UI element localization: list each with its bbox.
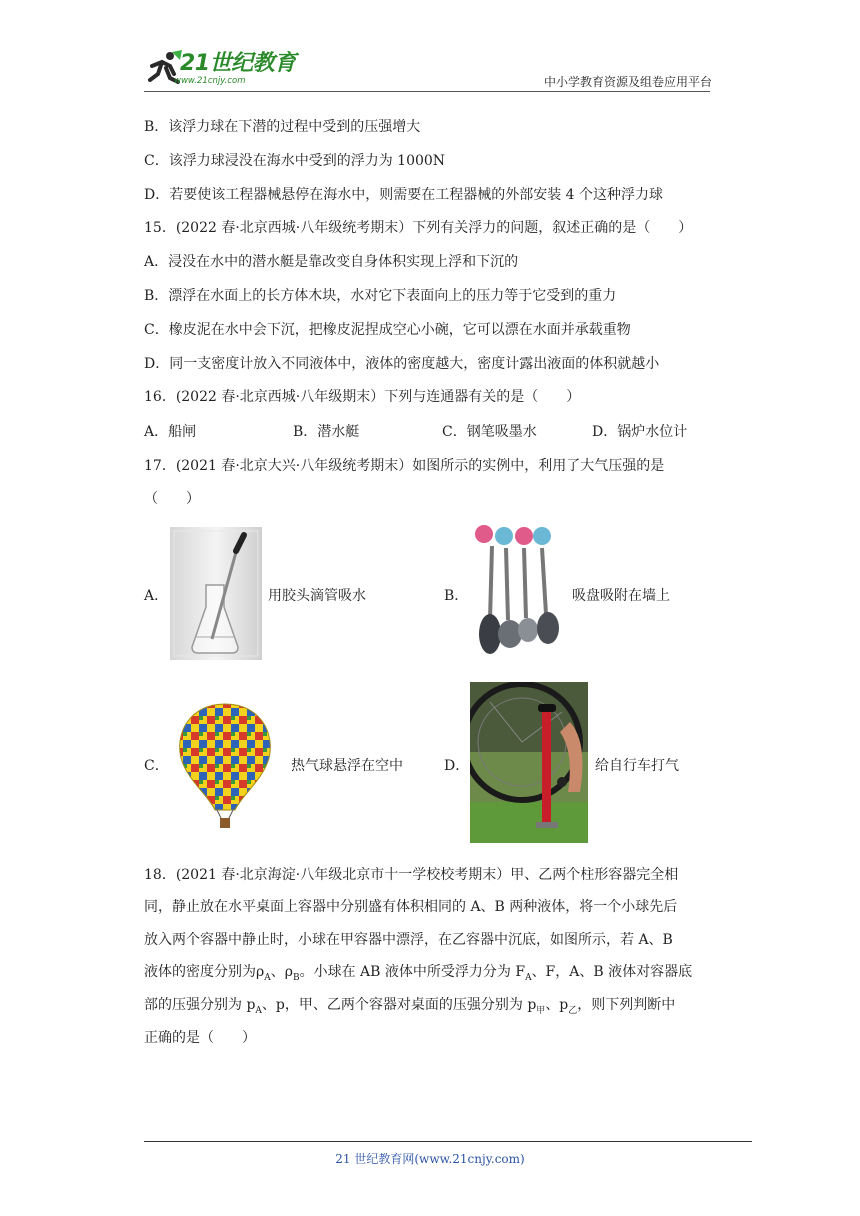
q18-line-6: 正确的是（ ） [144, 1030, 256, 1046]
q17-option-a-letter: A． [144, 588, 169, 604]
header-tagline: 中小学教育资源及组卷应用平台 [543, 75, 712, 89]
q15-stem: 15．(2022 春·北京西城·八年级统考期末）下列有关浮力的问题，叙述正确的是（ ） [144, 220, 693, 236]
footer-link[interactable]: 21 世纪教育网(www.21cnjy.com) [335, 1152, 525, 1166]
page-header [0, 0, 860, 100]
q17-option-b-letter: B． [444, 588, 469, 604]
suction-cup-ladles-image [470, 524, 566, 658]
q14-option-d: D．若要使该工程器械悬停在海水中，则需要在工程器械的外部安装 4 个这种浮力球 [144, 187, 664, 203]
q17-option-d-letter: D． [444, 758, 470, 774]
q15-option-a: A．浸没在水中的潜水艇是靠改变自身体积实现上浮和下沉的 [144, 254, 519, 270]
logo-url: www.21cnjy.com [174, 76, 246, 86]
q16-option-c: C．钢笔吸墨水 [442, 424, 537, 440]
bicycle-pump-image [470, 682, 588, 843]
q16-option-b: B．潜水艇 [293, 424, 360, 440]
q17-option-d-text: 给自行车打气 [595, 758, 679, 774]
q18-line-2: 同，静止放在水平桌面上容器中分别盛有体积相同的 A、B 两种液体，将一个小球先后 [144, 899, 678, 915]
dropper-beaker-image [170, 527, 262, 660]
header-divider [144, 91, 710, 92]
logo-text: 21世纪教育 [180, 51, 296, 76]
q16-stem: 16．(2022 春·北京西城·八年级期末）下列与连通器有关的是（ ） [144, 389, 581, 405]
q17-option-b-text: 吸盘吸附在墙上 [572, 588, 670, 604]
q18-line-1: 18．(2021 春·北京海淀·八年级北京市十一学校校考期末）甲、乙两个柱形容器完全相 [144, 867, 679, 883]
q18-line-3: 放入两个容器中静止时，小球在甲容器中漂浮，在乙容器中沉底，如图所示，若 A、B [144, 932, 673, 948]
footer-divider [144, 1141, 752, 1142]
q17-stem-cont: （ ） [144, 491, 200, 507]
q14-option-b: B．该浮力球在下潜的过程中受到的压强增大 [144, 119, 421, 135]
q17-stem: 17．(2021 春·北京大兴·八年级统考期末）如图所示的实例中，利用了大气压强的是 [144, 458, 665, 474]
q15-option-c: C．橡皮泥在水中会下沉，把橡皮泥捏成空心小碗，它可以漂在水面并承载重物 [144, 322, 631, 338]
q17-option-c-text: 热气球悬浮在空中 [291, 758, 403, 774]
q14-option-c: C．该浮力球浸没在海水中受到的浮力为 1000N [144, 153, 446, 169]
q17-option-c-letter: C． [144, 758, 169, 774]
q18-line-5: 部的压强分别为 $p_A$、p，甲、乙两个容器对桌面的压强分别为 $p_甲$、$p_乙$，则下列判断中 [144, 997, 676, 1016]
q16-option-d: D．锅炉水位计 [592, 424, 688, 440]
q18-line-4: 液体的密度分别为$\rho_A$、$\rho_B$。小球在 AB 液体中所受浮力分为 $F_A$、F，A、B 液体对容器底 [144, 964, 693, 983]
q17-option-a-text: 用胶头滴管吸水 [268, 588, 366, 604]
q16-option-a: A．船闸 [144, 424, 197, 440]
q15-option-d: D．同一支密度计放入不同液体中，液体的密度越大，密度计露出液面的体积就越小 [144, 356, 660, 372]
q16-options [144, 421, 714, 441]
q15-option-b: B．漂浮在水面上的长方体木块，水对它下表面向上的压力等于它受到的重力 [144, 288, 617, 304]
hot-air-balloon-image [175, 700, 275, 832]
site-logo[interactable] [144, 44, 314, 92]
